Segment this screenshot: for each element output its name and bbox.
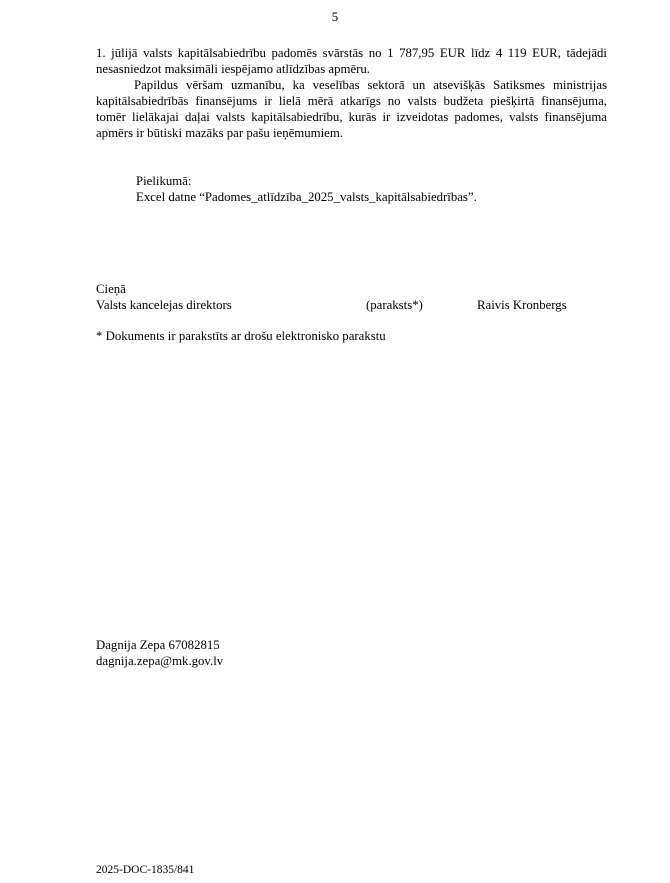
paragraph-line: kapitālsabiedrībās finansējums ir lielā mērā atkarīgs no valsts budžeta piešķirtā finansējuma, — [96, 94, 607, 108]
paragraph-1 — [96, 45, 607, 77]
page-number: 5 — [331, 10, 339, 24]
paragraph-2 — [96, 77, 607, 141]
paragraph-line: tomēr lielākajai daļai valsts kapitālsabiedrību, kurās ir izveidotas padomes, valsts finansējuma — [96, 110, 607, 124]
contact-email: dagnija.zepa@mk.gov.lv — [96, 654, 224, 668]
paragraph-line: nesasniedzot maksimāli iespējamo atlīdzības apmēru. — [96, 62, 370, 76]
greeting: Cieņā — [96, 282, 126, 296]
signer-name: Raivis Kronbergs — [477, 298, 567, 312]
paragraph-line: apmērs ir būtiski mazāks par pašu ieņēmumiem. — [96, 126, 343, 140]
contact-name-phone: Dagnija Zepa 67082815 — [96, 638, 220, 652]
signature-footnote: * Dokuments ir parakstīts ar drošu elektronisko parakstu — [96, 329, 386, 343]
document-id: 2025-DOC-1835/841 — [96, 864, 195, 876]
signature-mark: (paraksts*) — [366, 298, 423, 312]
paragraph-line: Papildus vēršam uzmanību, ka veselības sektorā un atsevišķās Satiksmes ministrijas — [134, 78, 607, 92]
signer-position: Valsts kancelejas direktors — [96, 298, 232, 312]
attachment-item: Excel datne “Padomes_atlīdzība_2025_valsts_kapitālsabiedrības”. — [136, 190, 477, 204]
attachment-label: Pielikumā: — [136, 174, 192, 188]
paragraph-line: 1. jūlijā valsts kapitālsabiedrību padomēs svārstās no 1 787,95 EUR līdz 4 119 EUR, tādejādi — [96, 46, 607, 60]
